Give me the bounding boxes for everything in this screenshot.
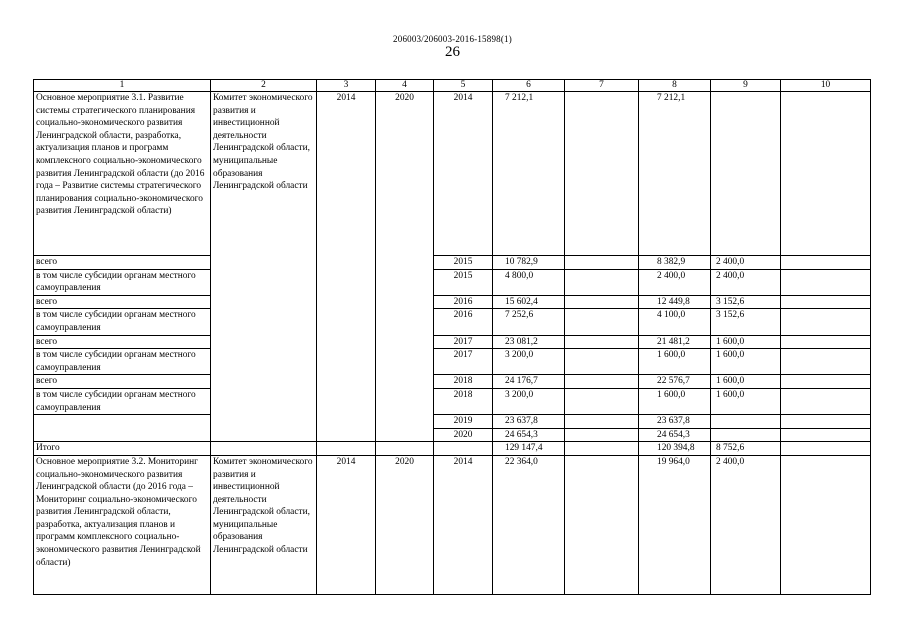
end-year-cell: 2020 bbox=[376, 455, 434, 594]
col9-cell: 2 400,0 bbox=[711, 455, 781, 594]
column-header: 5 bbox=[434, 80, 493, 92]
row-label: всего bbox=[34, 295, 211, 309]
col8-cell: 21 481,2 bbox=[639, 335, 711, 349]
table-row bbox=[34, 269, 871, 295]
start-year-cell: 2014 bbox=[317, 455, 376, 594]
table-row bbox=[34, 455, 871, 594]
col8-cell: 8 382,9 bbox=[639, 256, 711, 270]
col7-cell bbox=[565, 415, 639, 429]
col7-cell bbox=[565, 256, 639, 270]
col8-cell: 23 637,8 bbox=[639, 415, 711, 429]
activity-title: Основное мероприятие 3.2. Мониторинг социально-экономического развития Ленинградской области (до 2016 года – Мониторинг социально-экономического развития Ленинградской области, разработка, актуализация планов и программ комплексного социально-экономического развития Ленинградской области) bbox=[34, 455, 211, 594]
year-cell: 2017 bbox=[434, 349, 493, 375]
total-cell: 4 800,0 bbox=[493, 269, 565, 295]
column-header: 9 bbox=[711, 80, 781, 92]
year-cell: 2015 bbox=[434, 256, 493, 270]
col9-cell bbox=[711, 415, 781, 429]
col10-cell bbox=[781, 335, 871, 349]
column-header: 8 bbox=[639, 80, 711, 92]
col7-cell bbox=[565, 309, 639, 335]
table-row bbox=[34, 349, 871, 375]
activity-title: Основное мероприятие 3.1. Развитие системы стратегического планирования социально-экономического развития Ленинградской области, разработка, актуализация планов и программ комплексного социально-экономического развития Ленинградской области (до 2016 года – Развитие системы стратегического планирования социально-экономического развития Ленинградской области) bbox=[34, 92, 211, 256]
col8-cell: 12 449,8 bbox=[639, 295, 711, 309]
table-row bbox=[34, 388, 871, 414]
col9-cell: 1 600,0 bbox=[711, 388, 781, 414]
col7-cell bbox=[565, 388, 639, 414]
year-cell: 2020 bbox=[434, 428, 493, 442]
page-number: 26 bbox=[445, 44, 460, 60]
total-cell: 3 200,0 bbox=[493, 349, 565, 375]
col9-cell: 3 152,6 bbox=[711, 309, 781, 335]
total-cell: 15 602,4 bbox=[493, 295, 565, 309]
column-header: 2 bbox=[211, 80, 317, 92]
program-table bbox=[33, 79, 871, 595]
year-cell: 2014 bbox=[434, 455, 493, 594]
col8-cell: 4 100,0 bbox=[639, 309, 711, 335]
total-cell: 7 252,6 bbox=[493, 309, 565, 335]
column-header: 4 bbox=[376, 80, 434, 92]
year-cell: 2017 bbox=[434, 335, 493, 349]
col8-cell: 7 212,1 bbox=[639, 92, 711, 256]
column-header: 3 bbox=[317, 80, 376, 92]
empty-cell bbox=[434, 442, 493, 456]
column-header: 7 bbox=[565, 80, 639, 92]
total-cell: 10 782,9 bbox=[493, 256, 565, 270]
year-cell: 2015 bbox=[434, 269, 493, 295]
table-row bbox=[34, 92, 871, 256]
col8-cell: 22 576,7 bbox=[639, 375, 711, 389]
empty-cell bbox=[211, 442, 317, 456]
row-label: всего bbox=[34, 335, 211, 349]
column-header-row bbox=[34, 80, 871, 92]
col8-cell: 19 964,0 bbox=[639, 455, 711, 594]
row-label: в том числе субсидии органам местного самоуправления bbox=[34, 388, 211, 414]
col10-cell bbox=[781, 269, 871, 295]
col9-cell: 3 152,6 bbox=[711, 295, 781, 309]
year-cell: 2016 bbox=[434, 309, 493, 335]
total-row bbox=[34, 442, 871, 456]
col7-cell bbox=[565, 428, 639, 442]
table-row bbox=[34, 295, 871, 309]
year-cell: 2018 bbox=[434, 375, 493, 389]
col7-cell bbox=[565, 455, 639, 594]
total-cell: 3 200,0 bbox=[493, 388, 565, 414]
col7-cell bbox=[565, 335, 639, 349]
col10-cell bbox=[781, 295, 871, 309]
year-cell: 2016 bbox=[434, 295, 493, 309]
table-row bbox=[34, 256, 871, 270]
col10-cell bbox=[781, 309, 871, 335]
empty-cell bbox=[565, 442, 639, 456]
col10-cell bbox=[781, 415, 871, 429]
col10-cell bbox=[781, 256, 871, 270]
column-header: 1 bbox=[34, 80, 211, 92]
total-cell: 129 147,4 bbox=[493, 442, 565, 456]
year-cell: 2014 bbox=[434, 92, 493, 256]
col10-cell bbox=[781, 455, 871, 594]
total-cell: 22 364,0 bbox=[493, 455, 565, 594]
col9-cell: 8 752,6 bbox=[711, 442, 781, 456]
col10-cell bbox=[781, 92, 871, 256]
row-label: в том числе субсидии органам местного самоуправления bbox=[34, 309, 211, 335]
col9-cell: 2 400,0 bbox=[711, 256, 781, 270]
col9-cell: 1 600,0 bbox=[711, 349, 781, 375]
col10-cell bbox=[781, 375, 871, 389]
year-cell: 2019 bbox=[434, 415, 493, 429]
executor-cell: Комитет экономического развития и инвестиционной деятельности Ленинградской области, муниципальные образования Ленинградской области bbox=[211, 455, 317, 594]
col7-cell bbox=[565, 349, 639, 375]
col8-cell: 1 600,0 bbox=[639, 388, 711, 414]
year-cell: 2018 bbox=[434, 388, 493, 414]
column-header: 6 bbox=[493, 80, 565, 92]
col7-cell bbox=[565, 375, 639, 389]
column-header: 10 bbox=[781, 80, 871, 92]
table-row bbox=[34, 415, 871, 429]
col7-cell bbox=[565, 295, 639, 309]
col8-cell: 1 600,0 bbox=[639, 349, 711, 375]
col10-cell bbox=[781, 349, 871, 375]
col9-cell: 2 400,0 bbox=[711, 269, 781, 295]
total-cell: 23 637,8 bbox=[493, 415, 565, 429]
table-row bbox=[34, 309, 871, 335]
total-label: Итого bbox=[34, 442, 211, 456]
start-year-cell: 2014 bbox=[317, 92, 376, 442]
row-label: в том числе субсидии органам местного самоуправления bbox=[34, 269, 211, 295]
table-row bbox=[34, 335, 871, 349]
col7-cell bbox=[565, 269, 639, 295]
col8-cell: 120 394,8 bbox=[639, 442, 711, 456]
row-label bbox=[34, 415, 211, 442]
end-year-cell: 2020 bbox=[376, 92, 434, 442]
col10-cell bbox=[781, 428, 871, 442]
total-cell: 24 654,3 bbox=[493, 428, 565, 442]
col10-cell bbox=[781, 388, 871, 414]
empty-cell bbox=[317, 442, 376, 456]
row-label: в том числе субсидии органам местного самоуправления bbox=[34, 349, 211, 375]
col9-cell: 1 600,0 bbox=[711, 335, 781, 349]
col9-cell bbox=[711, 428, 781, 442]
empty-cell bbox=[781, 442, 871, 456]
total-cell: 23 081,2 bbox=[493, 335, 565, 349]
col8-cell: 2 400,0 bbox=[639, 269, 711, 295]
row-label: всего bbox=[34, 375, 211, 389]
col9-cell: 1 600,0 bbox=[711, 375, 781, 389]
table-row bbox=[34, 375, 871, 389]
total-cell: 24 176,7 bbox=[493, 375, 565, 389]
col7-cell bbox=[565, 92, 639, 256]
document-id: 206003/206003-2016-15898(1) bbox=[393, 34, 512, 44]
total-cell: 7 212,1 bbox=[493, 92, 565, 256]
executor-cell: Комитет экономического развития и инвестиционной деятельности Ленинградской области, муниципальные образования Ленинградской области bbox=[211, 92, 317, 442]
col9-cell bbox=[711, 92, 781, 256]
row-label: всего bbox=[34, 256, 211, 270]
empty-cell bbox=[376, 442, 434, 456]
col8-cell: 24 654,3 bbox=[639, 428, 711, 442]
